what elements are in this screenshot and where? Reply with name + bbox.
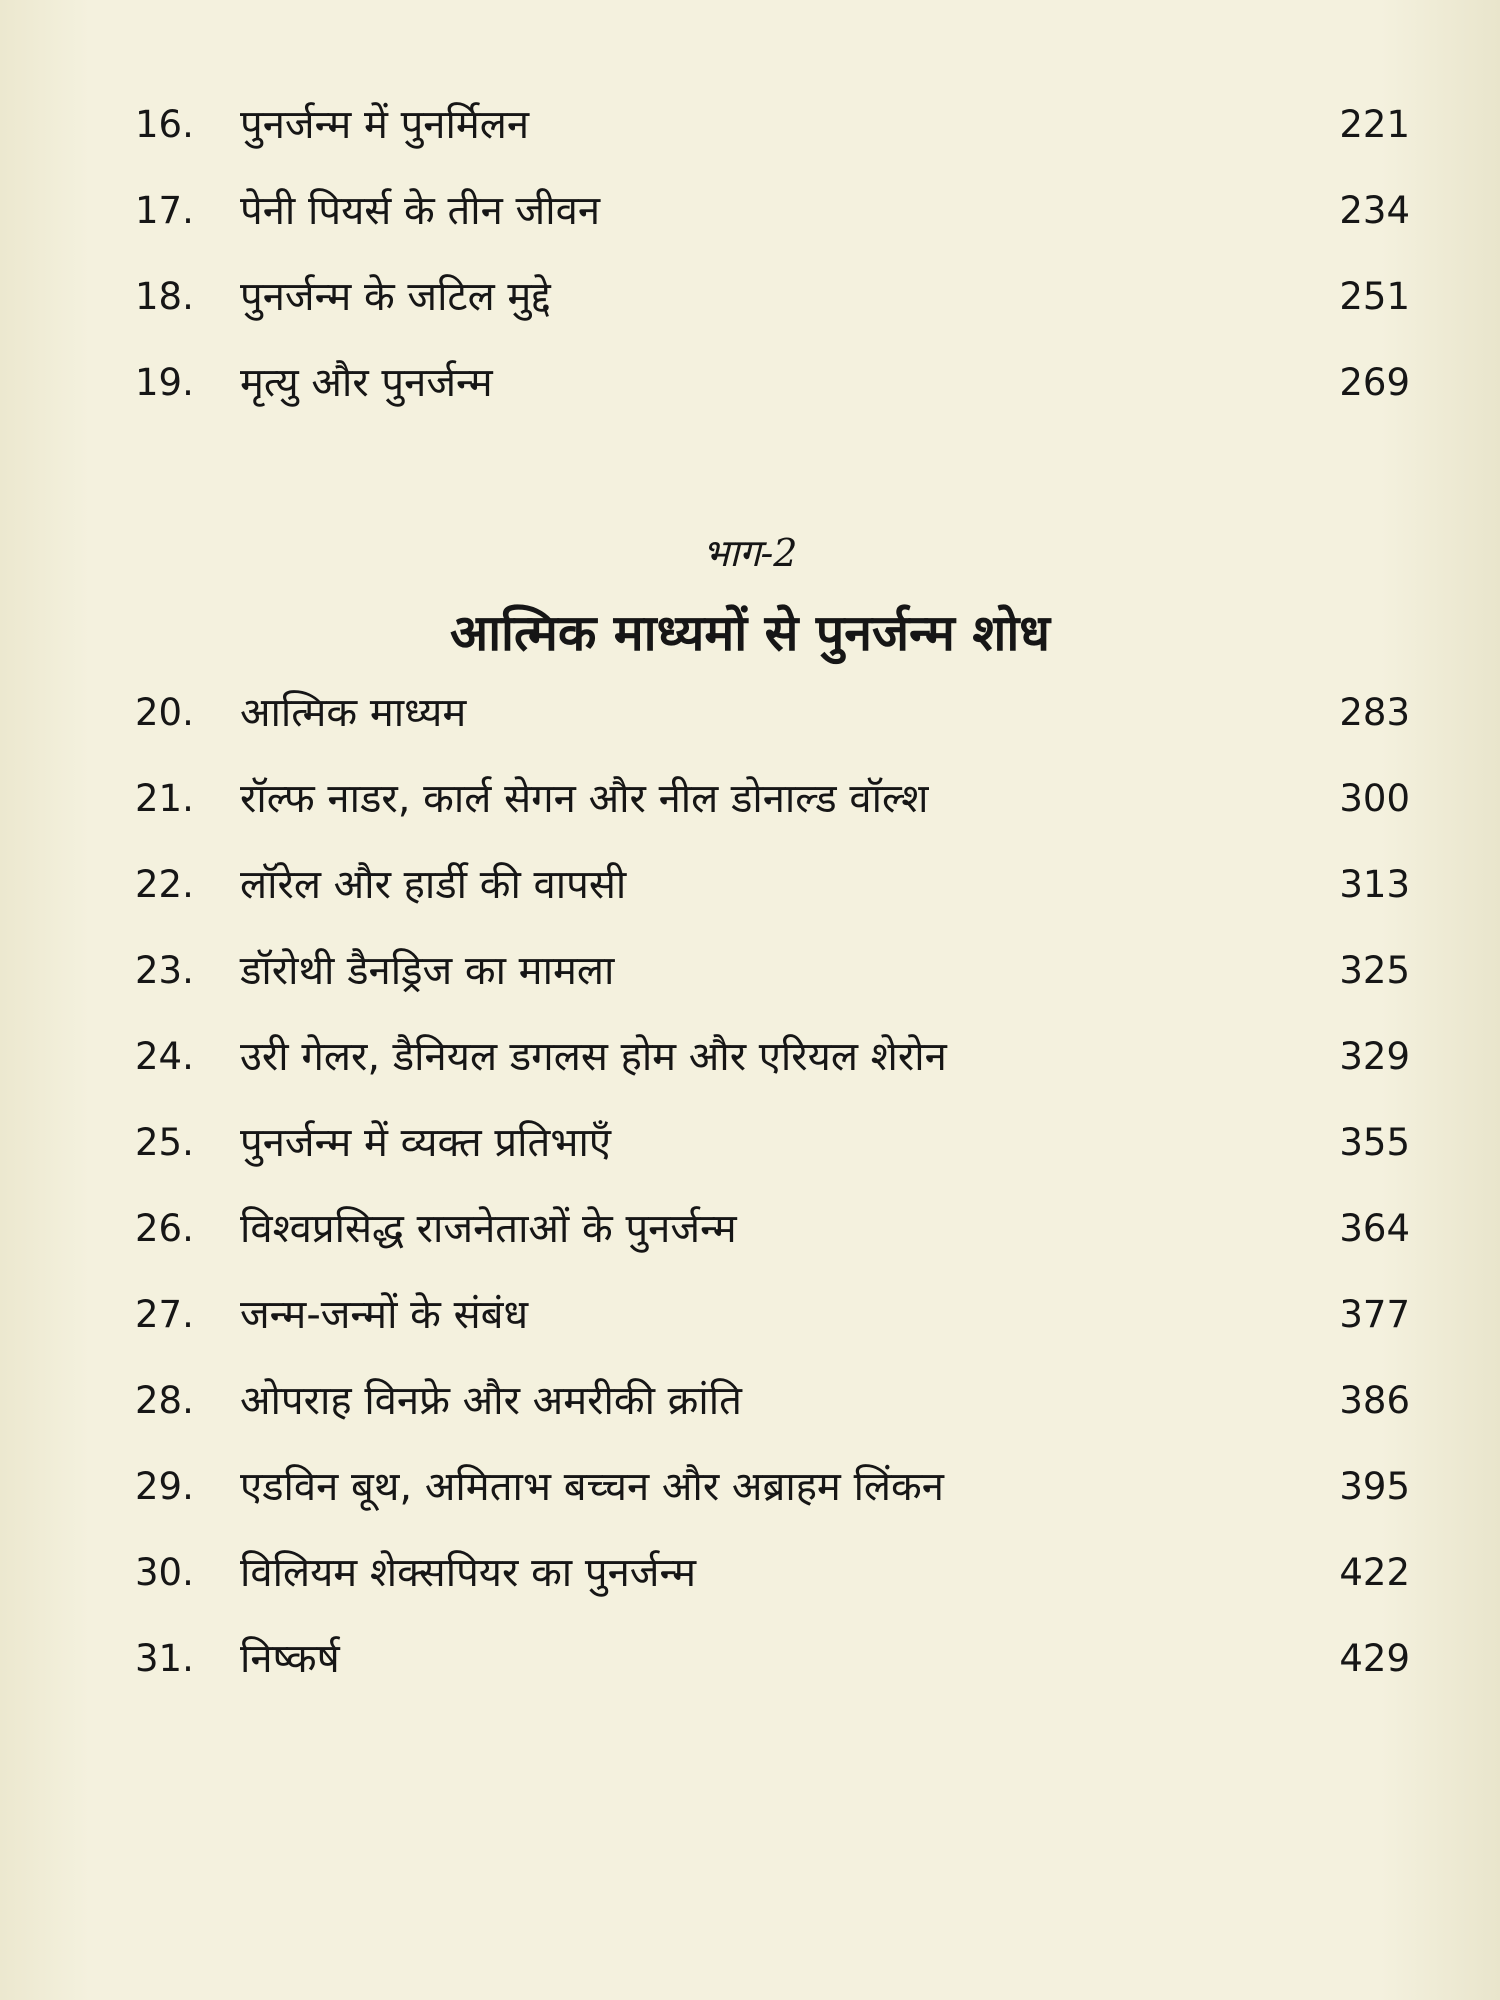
- entry-title: ओपराह विनफ्रे और अमरीकी क्रांति: [240, 1378, 742, 1424]
- part-label: भाग-2: [702, 531, 798, 575]
- entry-page: 234: [1339, 189, 1410, 232]
- entry-page: 377: [1339, 1293, 1410, 1336]
- entry-title: डॉरोथी डैनड्रिज का मामला: [240, 948, 615, 994]
- entry-title: पुनर्जन्म में व्यक्त प्रतिभाएँ: [240, 1120, 611, 1166]
- entry-number: 18.: [135, 275, 194, 318]
- entry-title: विलियम शेक्सपियर का पुनर्जन्म: [240, 1550, 697, 1596]
- toc-entry: [135, 1014, 1410, 1100]
- entry-number: 26.: [135, 1207, 194, 1250]
- toc-entry: [135, 1530, 1410, 1616]
- toc-entry: [135, 168, 1410, 254]
- entry-number: 28.: [135, 1379, 194, 1422]
- entry-page: 422: [1339, 1551, 1410, 1594]
- entry-page: 429: [1339, 1637, 1410, 1680]
- entry-number: 24.: [135, 1035, 194, 1078]
- entry-title: निष्कर्ष: [240, 1636, 340, 1682]
- entry-page: 395: [1339, 1465, 1410, 1508]
- entry-number: 20.: [135, 691, 194, 734]
- entry-page: 283: [1339, 691, 1410, 734]
- toc-entry: [135, 1616, 1410, 1702]
- entry-title: विश्वप्रसिद्ध राजनेताओं के पुनर्जन्म: [240, 1206, 737, 1252]
- part-title: आत्मिक माध्यमों से पुनर्जन्म शोध: [449, 604, 1051, 662]
- entry-number: 25.: [135, 1121, 194, 1164]
- toc-list-part2: [135, 670, 1410, 1702]
- entry-title: आत्मिक माध्यम: [240, 690, 467, 736]
- entry-number: 29.: [135, 1465, 194, 1508]
- entry-page: 251: [1339, 275, 1410, 318]
- entry-title: मृत्यु और पुनर्जन्म: [240, 360, 493, 406]
- toc-entry: [135, 340, 1410, 426]
- entry-number: 27.: [135, 1293, 194, 1336]
- entry-number: 16.: [135, 103, 194, 146]
- toc-entry: [135, 1444, 1410, 1530]
- entry-number: 22.: [135, 863, 194, 906]
- entry-title: पेनी पियर्स के तीन जीवन: [240, 188, 601, 234]
- toc-entry: [135, 1100, 1410, 1186]
- entry-page: 325: [1339, 949, 1410, 992]
- entry-page: 329: [1339, 1035, 1410, 1078]
- entry-page: 313: [1339, 863, 1410, 906]
- entry-page: 221: [1339, 103, 1410, 146]
- entry-page: 386: [1339, 1379, 1410, 1422]
- entry-title: उरी गेलर, डैनियल डगलस होम और एरियल शेरोन: [240, 1034, 947, 1080]
- entry-title: एडविन बूथ, अमिताभ बच्चन और अब्राहम लिंकन: [240, 1464, 944, 1510]
- entry-number: 21.: [135, 777, 194, 820]
- toc-entry: [135, 254, 1410, 340]
- toc-entry: [135, 1358, 1410, 1444]
- entry-number: 31.: [135, 1637, 194, 1680]
- entry-page: 269: [1339, 361, 1410, 404]
- toc-entry: [135, 842, 1410, 928]
- entry-page: 364: [1339, 1207, 1410, 1250]
- entry-title: जन्म-जन्मों के संबंध: [240, 1292, 529, 1338]
- entry-title: पुनर्जन्म में पुनर्मिलन: [240, 102, 530, 148]
- entry-page: 355: [1339, 1121, 1410, 1164]
- entry-number: 19.: [135, 361, 194, 404]
- entry-number: 17.: [135, 189, 194, 232]
- toc-entry: [135, 82, 1410, 168]
- toc-entry: [135, 928, 1410, 1014]
- entry-page: 300: [1339, 777, 1410, 820]
- entry-number: 23.: [135, 949, 194, 992]
- toc-entry: [135, 1186, 1410, 1272]
- entry-number: 30.: [135, 1551, 194, 1594]
- toc-entry: [135, 1272, 1410, 1358]
- toc-entry: [135, 670, 1410, 756]
- entry-title: रॉल्फ नाडर, कार्ल सेगन और नील डोनाल्ड वॉल्श: [240, 776, 929, 822]
- entry-title: पुनर्जन्म के जटिल मुद्दे: [240, 274, 551, 320]
- entry-title: लॉरेल और हार्डी की वापसी: [240, 862, 627, 908]
- toc-list-part1: [135, 82, 1410, 426]
- toc-entry: [135, 756, 1410, 842]
